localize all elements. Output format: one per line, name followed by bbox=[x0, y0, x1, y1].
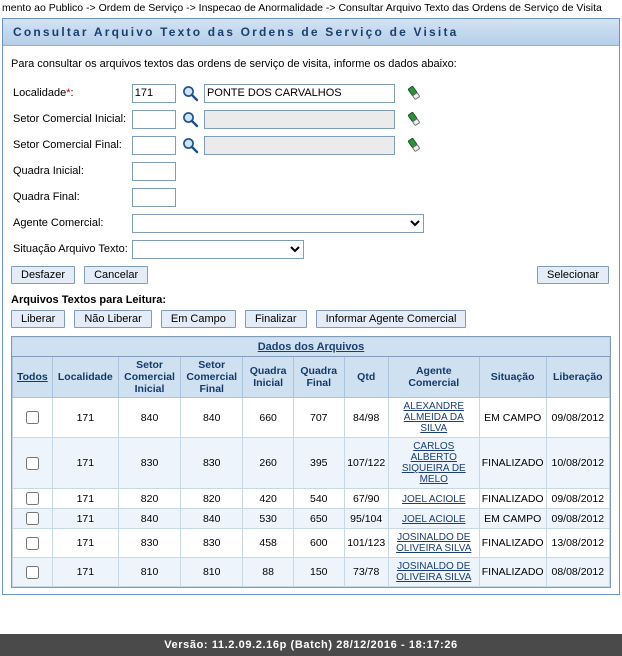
cell-situacao: FINALIZADO bbox=[479, 558, 546, 587]
form-row-quadra-inicial bbox=[11, 158, 426, 184]
header-setor-comercial-final: Setor Comercial Final bbox=[181, 357, 243, 398]
eraser-icon[interactable] bbox=[405, 110, 423, 128]
quadra-final-input-cell bbox=[130, 184, 426, 210]
cell-quadra-final: 600 bbox=[293, 529, 344, 558]
cell-localidade: 171 bbox=[52, 529, 118, 558]
grid-caption-row bbox=[13, 338, 610, 357]
agente-link[interactable]: ALEXANDRE ALMEIDA DA SILVA bbox=[403, 401, 465, 434]
agente-link[interactable]: JOEL ACIOLE bbox=[401, 513, 466, 525]
cell-quadra-inicial: 660 bbox=[243, 398, 294, 438]
quadra-final-label: Quadra Final: bbox=[13, 191, 80, 203]
setor-inicial-code-input[interactable] bbox=[132, 110, 176, 129]
cell-agente bbox=[388, 489, 479, 509]
cell-quadra-inicial: 458 bbox=[243, 529, 294, 558]
setor-inicial-code-cell bbox=[130, 106, 180, 132]
row-checkbox[interactable] bbox=[26, 566, 39, 579]
quadra-inicial-input[interactable] bbox=[132, 162, 176, 181]
required-marker: * bbox=[66, 87, 71, 99]
quadra-inicial-label: Quadra Inicial: bbox=[13, 165, 84, 177]
row-checkbox-cell[interactable] bbox=[13, 529, 53, 558]
table-row[interactable] bbox=[13, 398, 610, 438]
table-row[interactable] bbox=[13, 489, 610, 509]
form-row-quadra-final bbox=[11, 184, 426, 210]
eraser-icon[interactable] bbox=[405, 84, 423, 102]
cell-liberacao: 09/08/2012 bbox=[546, 489, 609, 509]
localidade-desc-cell bbox=[202, 80, 403, 106]
row-checkbox[interactable] bbox=[26, 492, 39, 505]
cell-qtd: 107/122 bbox=[344, 438, 388, 489]
agente-comercial-select-cell bbox=[130, 210, 426, 236]
row-checkbox[interactable] bbox=[26, 457, 39, 470]
search-icon[interactable] bbox=[181, 136, 199, 154]
localidade-clear-cell bbox=[403, 80, 426, 106]
setor-final-description-input bbox=[204, 136, 395, 155]
arquivos-table bbox=[12, 337, 610, 587]
cell-setor-final: 830 bbox=[181, 438, 243, 489]
cell-situacao: FINALIZADO bbox=[479, 529, 546, 558]
header-quadra-final: Quadra Final bbox=[293, 357, 344, 398]
situacao-arquivo-select-cell bbox=[130, 236, 426, 262]
cell-quadra-final: 707 bbox=[293, 398, 344, 438]
setor-inicial-label: Setor Comercial Inicial: bbox=[13, 113, 127, 125]
setor-inicial-clear-cell bbox=[403, 106, 426, 132]
eraser-icon[interactable] bbox=[405, 136, 423, 154]
page-title: Consultar Arquivo Texto das Ordens de Serviço de Visita bbox=[3, 19, 619, 46]
cell-localidade: 171 bbox=[52, 509, 118, 529]
cell-localidade: 171 bbox=[52, 558, 118, 587]
cell-localidade: 171 bbox=[52, 438, 118, 489]
finalizar-button[interactable]: Finalizar bbox=[245, 310, 307, 328]
agente-link[interactable]: CARLOS ALBERTO SIQUEIRA DE MELO bbox=[401, 441, 466, 485]
intro-text: Para consultar os arquivos textos das ordens de serviço de visita, informe os dados abaixo: bbox=[11, 58, 457, 70]
search-form bbox=[11, 80, 426, 262]
agente-comercial-select[interactable] bbox=[132, 214, 424, 233]
cell-quadra-final: 650 bbox=[293, 509, 344, 529]
cell-agente bbox=[388, 529, 479, 558]
localidade-label-text: Localidade bbox=[13, 87, 67, 99]
cell-agente bbox=[388, 398, 479, 438]
setor-inicial-search-cell bbox=[179, 106, 202, 132]
liberar-button[interactable]: Liberar bbox=[11, 310, 65, 328]
setor-final-clear-cell bbox=[403, 132, 426, 158]
cell-quadra-inicial: 530 bbox=[243, 509, 294, 529]
cell-quadra-inicial: 88 bbox=[243, 558, 294, 587]
cancelar-button[interactable]: Cancelar bbox=[84, 266, 148, 284]
cell-qtd: 101/123 bbox=[344, 529, 388, 558]
cell-qtd: 67/90 bbox=[344, 489, 388, 509]
agente-link[interactable]: JOSINALDO DE OLIVEIRA SILVA bbox=[396, 561, 472, 583]
cell-setor-inicial: 830 bbox=[118, 438, 180, 489]
cell-setor-final: 840 bbox=[181, 398, 243, 438]
table-row[interactable] bbox=[13, 438, 610, 489]
form-buttons-row bbox=[3, 262, 619, 290]
agente-link[interactable]: JOSINALDO DE OLIVEIRA SILVA bbox=[396, 532, 472, 554]
breadcrumb: mento ao Publico -> Ordem de Serviço -> Inspecao de Anormalidade -> Consultar Arquivo Texto das Ordens de Serviço de Visita bbox=[2, 2, 602, 14]
left-buttons bbox=[11, 269, 154, 281]
cell-quadra-inicial: 420 bbox=[243, 489, 294, 509]
cell-setor-inicial: 810 bbox=[118, 558, 180, 587]
search-icon[interactable] bbox=[181, 84, 199, 102]
header-qtd: Qtd bbox=[344, 357, 388, 398]
grid-caption-cell bbox=[13, 338, 610, 357]
setor-final-code-input[interactable] bbox=[132, 136, 176, 155]
cell-quadra-final: 540 bbox=[293, 489, 344, 509]
em-campo-button[interactable]: Em Campo bbox=[161, 310, 236, 328]
localidade-label bbox=[11, 80, 130, 106]
row-checkbox-cell[interactable] bbox=[13, 398, 53, 438]
form-row-localidade bbox=[11, 80, 426, 106]
row-checkbox-cell[interactable] bbox=[13, 509, 53, 529]
cell-setor-inicial: 840 bbox=[118, 509, 180, 529]
setor-final-code-cell bbox=[130, 132, 180, 158]
arquivos-action-buttons bbox=[3, 308, 619, 336]
localidade-label-colon: : bbox=[70, 87, 74, 99]
header-liberacao: Liberação bbox=[546, 357, 609, 398]
search-icon[interactable] bbox=[181, 110, 199, 128]
cell-agente bbox=[388, 558, 479, 587]
cell-setor-final: 820 bbox=[181, 489, 243, 509]
cell-setor-inicial: 820 bbox=[118, 489, 180, 509]
agente-link[interactable]: JOEL ACIOLE bbox=[401, 493, 466, 505]
setor-inicial-desc-cell bbox=[202, 106, 403, 132]
setor-final-label: Setor Comercial Final: bbox=[13, 139, 122, 151]
cell-liberacao: 08/08/2012 bbox=[546, 558, 609, 587]
row-checkbox-cell[interactable] bbox=[13, 489, 53, 509]
form-row-setor-inicial bbox=[11, 106, 426, 132]
cell-setor-final: 830 bbox=[181, 529, 243, 558]
cell-qtd: 73/78 bbox=[344, 558, 388, 587]
dados-dos-arquivos-link[interactable]: Dados dos Arquivos bbox=[257, 341, 365, 353]
cell-setor-final: 840 bbox=[181, 509, 243, 529]
page-frame bbox=[2, 18, 620, 595]
cell-setor-final: 810 bbox=[181, 558, 243, 587]
form-row-agente-comercial bbox=[11, 210, 426, 236]
row-checkbox[interactable] bbox=[26, 512, 39, 525]
cell-agente bbox=[388, 438, 479, 489]
table-row[interactable] bbox=[13, 529, 610, 558]
row-checkbox-cell[interactable] bbox=[13, 438, 53, 489]
header-quadra-inicial: Quadra Inicial bbox=[243, 357, 294, 398]
setor-final-search-cell bbox=[179, 132, 202, 158]
cell-quadra-final: 150 bbox=[293, 558, 344, 587]
situacao-arquivo-label: Situação Arquivo Texto: bbox=[13, 243, 128, 255]
cell-agente bbox=[388, 509, 479, 529]
cell-liberacao: 09/08/2012 bbox=[546, 509, 609, 529]
nao-liberar-button[interactable]: Não Liberar bbox=[74, 310, 151, 328]
table-row[interactable] bbox=[13, 509, 610, 529]
desfazer-button[interactable]: Desfazer bbox=[11, 266, 75, 284]
cell-liberacao: 10/08/2012 bbox=[546, 438, 609, 489]
version-text: Versão: 11.2.09.2.16p (Batch) 28/12/2016 - 18:17:26 bbox=[164, 639, 458, 651]
dados-arquivos-grid bbox=[11, 336, 611, 588]
informar-agente-comercial-button[interactable]: Informar Agente Comercial bbox=[316, 310, 467, 328]
cell-quadra-final: 395 bbox=[293, 438, 344, 489]
table-row[interactable] bbox=[13, 558, 610, 587]
header-situacao: Situação bbox=[479, 357, 546, 398]
row-checkbox[interactable] bbox=[26, 537, 39, 550]
header-setor-comercial-inicial: Setor Comercial Inicial bbox=[118, 357, 180, 398]
header-todos bbox=[13, 357, 53, 398]
cell-liberacao: 09/08/2012 bbox=[546, 398, 609, 438]
todos-link[interactable]: Todos bbox=[17, 371, 48, 383]
form-row-situacao-arquivo bbox=[11, 236, 426, 262]
status-bar bbox=[0, 634, 622, 656]
cell-localidade: 171 bbox=[52, 398, 118, 438]
cell-situacao: FINALIZADO bbox=[479, 489, 546, 509]
cell-situacao: EM CAMPO bbox=[479, 509, 546, 529]
cell-quadra-inicial: 260 bbox=[243, 438, 294, 489]
localidade-code-cell bbox=[130, 80, 180, 106]
cell-qtd: 95/104 bbox=[344, 509, 388, 529]
situacao-arquivo-select[interactable] bbox=[132, 240, 304, 259]
quadra-inicial-input-cell bbox=[130, 158, 426, 184]
cell-liberacao: 13/08/2012 bbox=[546, 529, 609, 558]
localidade-search-cell bbox=[179, 80, 202, 106]
header-localidade: Localidade bbox=[52, 357, 118, 398]
cell-situacao: FINALIZADO bbox=[479, 438, 546, 489]
arquivos-section-label: Arquivos Textos para Leitura: bbox=[11, 294, 167, 306]
cell-setor-inicial: 840 bbox=[118, 398, 180, 438]
cell-setor-inicial: 830 bbox=[118, 529, 180, 558]
setor-final-desc-cell bbox=[202, 132, 403, 158]
cell-situacao: EM CAMPO bbox=[479, 398, 546, 438]
grid-header-row bbox=[13, 357, 610, 398]
selecionar-button[interactable]: Selecionar bbox=[537, 266, 609, 284]
form-row-setor-final bbox=[11, 132, 426, 158]
row-checkbox-cell[interactable] bbox=[13, 558, 53, 587]
setor-inicial-description-input bbox=[204, 110, 395, 129]
cell-localidade: 171 bbox=[52, 489, 118, 509]
cell-qtd: 84/98 bbox=[344, 398, 388, 438]
localidade-code-input[interactable] bbox=[132, 84, 176, 103]
header-agente-comercial: Agente Comercial bbox=[388, 357, 479, 398]
row-checkbox[interactable] bbox=[26, 411, 39, 424]
localidade-description-input bbox=[204, 84, 395, 103]
quadra-final-input[interactable] bbox=[132, 188, 176, 207]
agente-comercial-label: Agente Comercial: bbox=[13, 217, 104, 229]
